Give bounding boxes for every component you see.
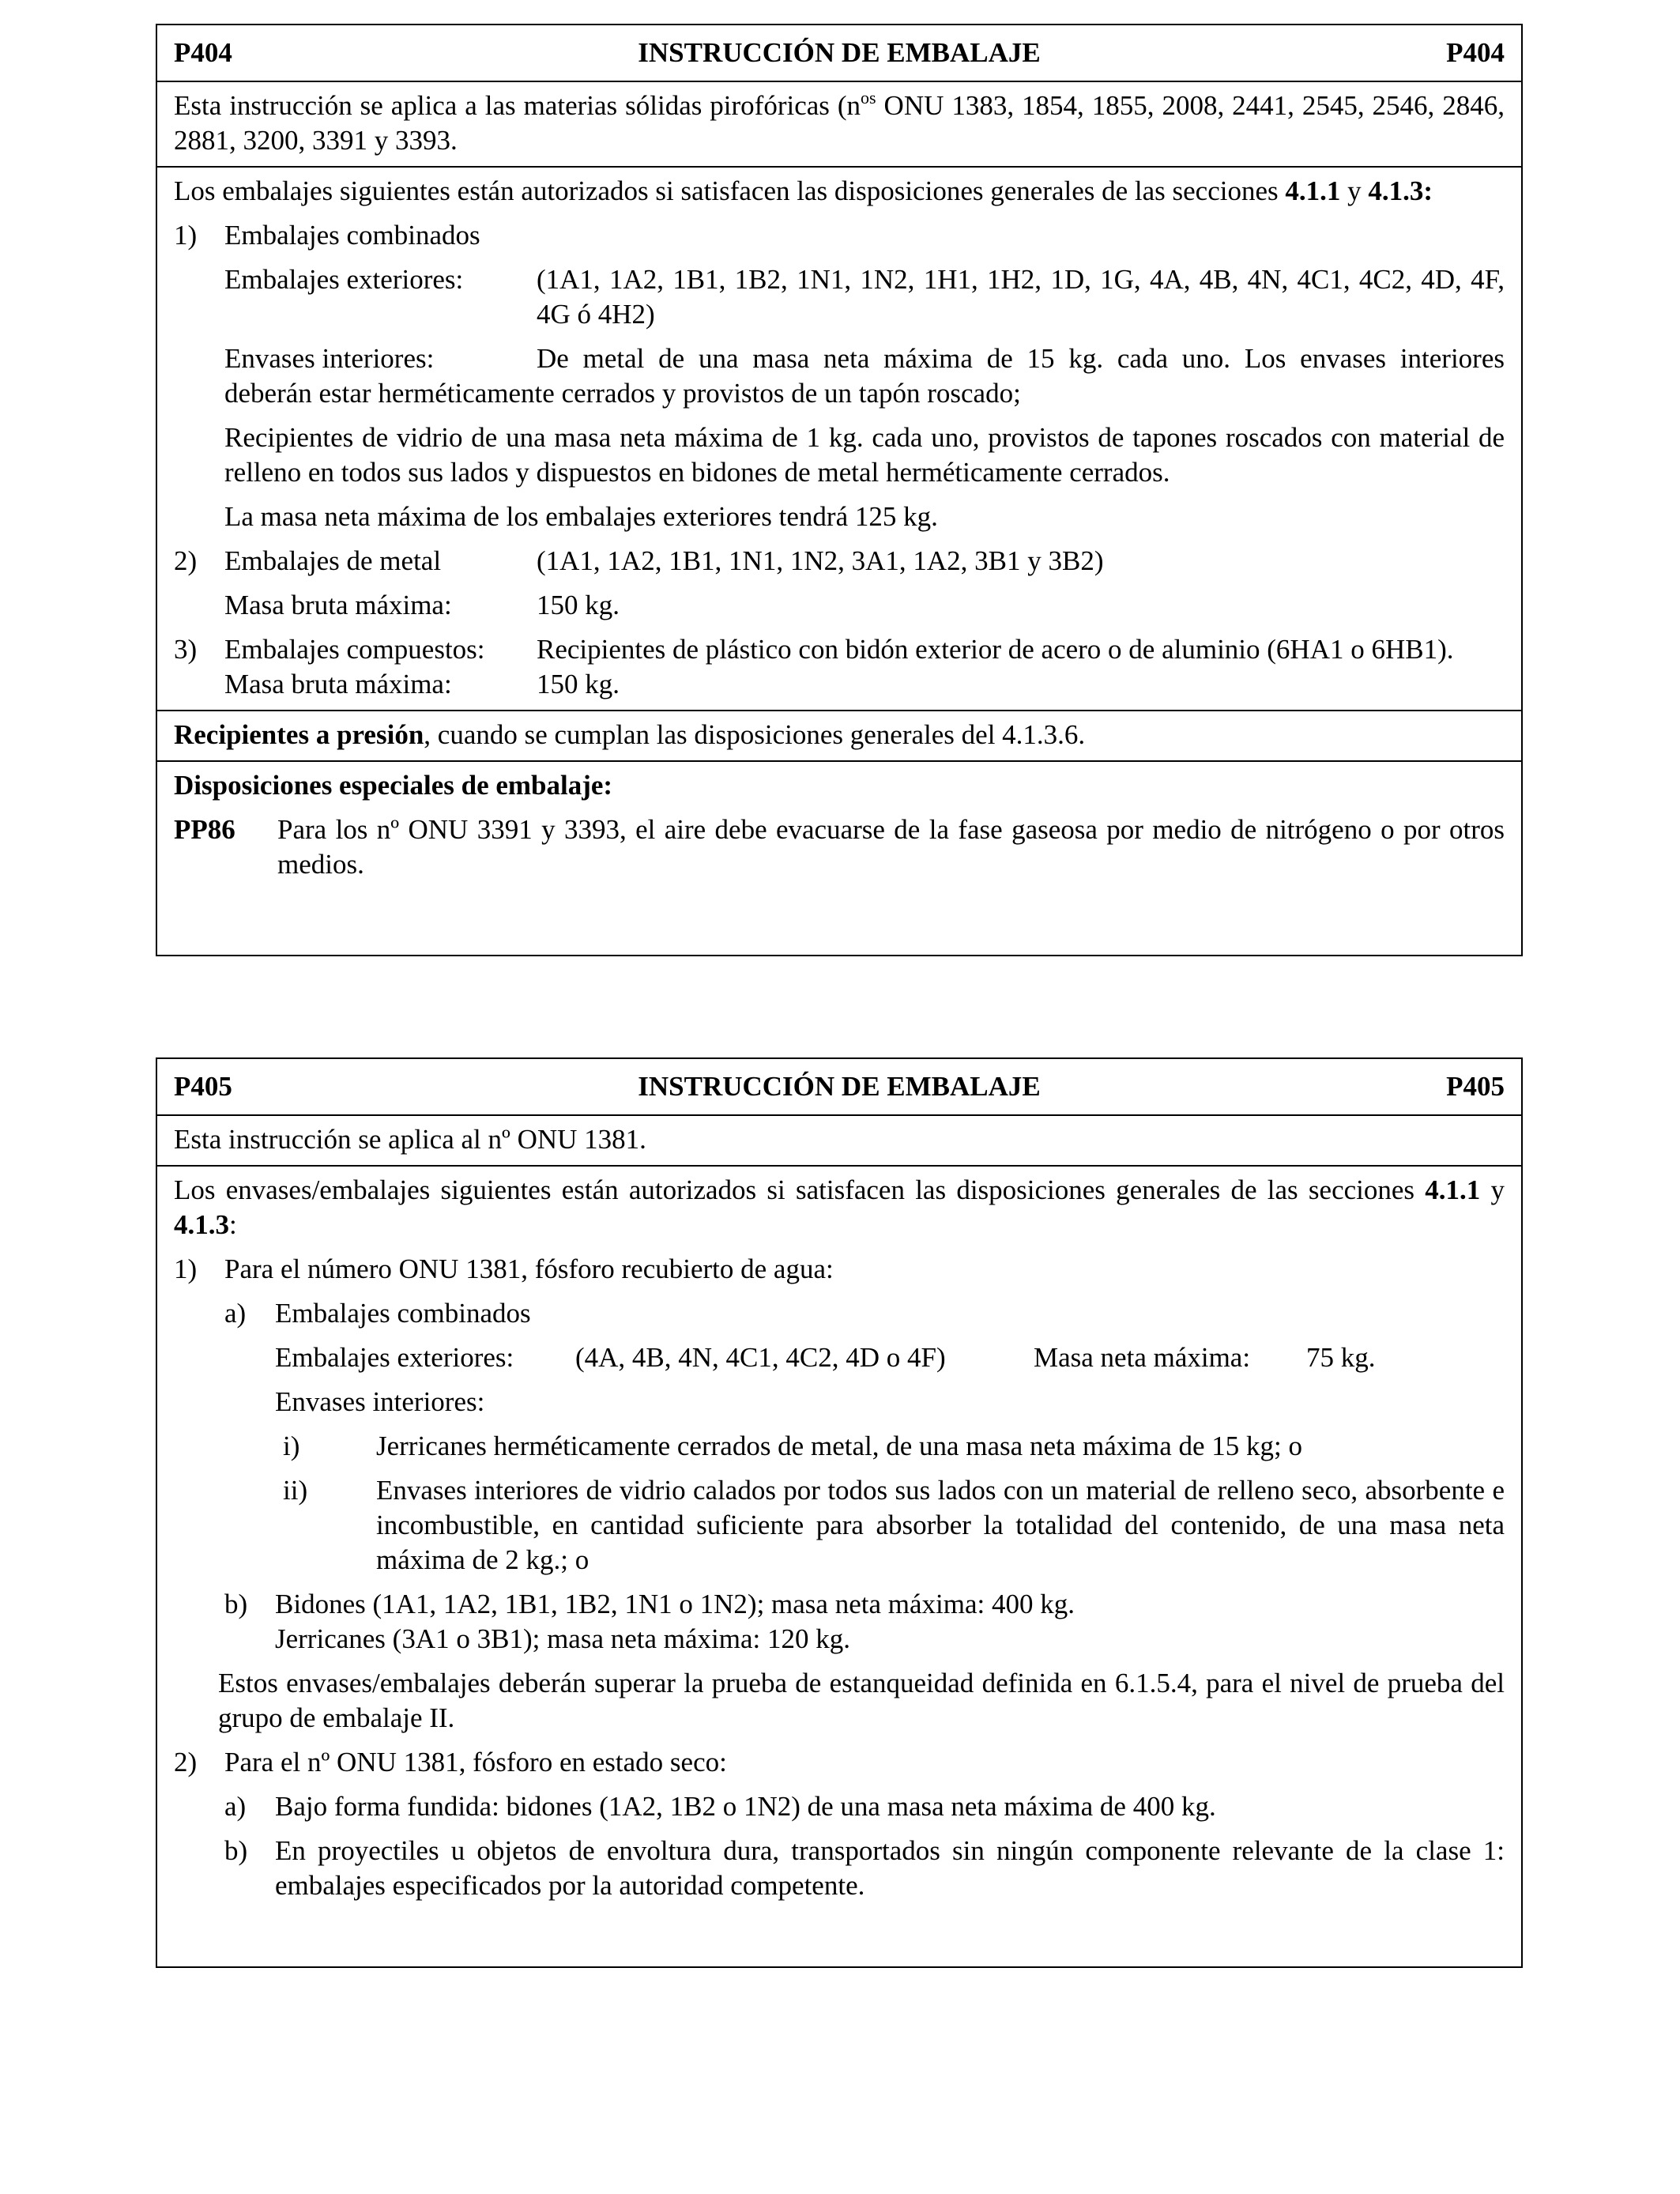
p404-item2-mass-value: 150 kg. [537,590,620,620]
p405-a2-text: Bajo forma fundida: bidones (1A2, 1B2 o 1N2) de una masa neta máxima de 400 kg. [275,1791,1216,1822]
p405-i-label: i) [283,1431,300,1461]
p405-auth-statement [174,1173,1505,1242]
p404-inner-value: De metal de una masa neta máxima de 15 kg. cada uno. Los envases interiores [537,343,1505,374]
p405-item2 [174,1745,1505,1780]
p405-a-text: Embalajes combinados [275,1298,531,1329]
p405-inner-i [174,1429,1505,1464]
p405-b2-text: En proyectiles u objetos de envoltura dura, transportados sin ningún componente relevante de la clase 1: embalajes especificados por la autoridad competente. [275,1835,1505,1901]
p404-code-left: P404 [174,37,232,68]
p404-pp86 [174,812,1505,882]
p404-instruction-box [156,24,1523,956]
p404-pressure-receptacles [157,711,1521,762]
p405-auth-and: y [1480,1174,1505,1205]
p405-b-label: b) [224,1589,248,1619]
p405-b-text1: Bidones (1A1, 1A2, 1B1, 1B2, 1N1 o 1N2); masa neta máxima: 400 kg. [275,1589,1075,1619]
p405-outer-value: (4A, 4B, 4N, 4C1, 4C2, 4D o 4F) [575,1342,946,1373]
p404-item3-label: Embalajes compuestos: [224,634,485,665]
p405-auth-ref1: 4.1.1 [1425,1174,1481,1205]
p404-item3-mass-value: 150 kg. [537,669,620,699]
p404-intro-sup: os [861,88,876,107]
p404-item3-mass-label: Masa bruta máxima: [224,669,452,699]
p404-pp-text: Para los nº ONU 3391 y 3393, el aire debe evacuarse de la fase gaseosa por medio de nitrógeno o por otros medios. [277,814,1505,880]
p404-inner-packagings [174,341,1505,411]
p405-b-text2: Jerricanes (3A1 o 3B1); masa neta máxima: 120 kg. [275,1623,850,1654]
p404-inner-label: Envases interiores: [224,343,435,374]
p405-item2-num: 2) [174,1747,198,1777]
p404-item3 [174,632,1505,702]
p404-title: INSTRUCCIÓN DE EMBALAJE [638,37,1041,68]
p404-glass-receptacles: Recipientes de vidrio de una masa neta máxima de 1 kg. cada uno, provistos de tapones roscados con material de relleno en todos sus lados y dispuestos en bidones de metal herméticamente cerrados. [224,422,1505,488]
p405-b-body [275,1587,1505,1657]
p404-special-provisions [157,762,1521,890]
p405-item2b [174,1834,1505,1903]
p405-ii-label: ii) [283,1475,308,1506]
p404-pp-code: PP86 [174,814,235,845]
p405-inner-label: Envases interiores: [275,1386,485,1417]
p404-auth-and: y [1340,175,1369,206]
p405-item1a [174,1296,1505,1331]
p404-outer-packagings [174,262,1505,332]
p404-item2-value: (1A1, 1A2, 1B1, 1N1, 1N2, 3A1, 1A2, 3B1 y 3B2) [537,545,1104,576]
p405-instruction-box [156,1057,1523,1968]
p405-code-right: P405 [1446,1071,1505,1102]
p405-outer-packagings [174,1340,1505,1375]
p404-item2-label: Embalajes de metal [224,545,442,576]
p404-item2-num: 2) [174,545,198,576]
p405-item1b [174,1587,1505,1657]
p404-intro-a: Esta instrucción se aplica a las materias sólidas pirofóricas (n [174,90,861,121]
p404-authorized-packagings [157,168,1521,711]
p404-auth-ref2: 4.1.3: [1368,175,1433,206]
p405-ii-text: Envases interiores de vidrio calados por todos sus lados con un material de relleno seco, absorbente e incombustible, en cantidad suficiente para absorber la totalidad del contenido, de una masa neta máxima de 2 kg.; o [376,1475,1505,1575]
p404-pressure-text: , cuando se cumplan las disposiciones generales del 4.1.3.6. [424,719,1086,750]
p404-auth-text: Los embalajes siguientes están autorizados si satisfacen las disposiciones generales de las secciones [174,175,1286,206]
p404-scope [157,82,1521,168]
p404-pressure-bold: Recipientes a presión [174,719,424,750]
p404-intro [174,89,1505,158]
p404-item3-num: 3) [174,634,198,665]
p404-auth-ref1: 4.1.1 [1285,175,1341,206]
p405-item2-text: Para el nº ONU 1381, fósforo en estado seco: [224,1747,727,1777]
p404-item2-mass-label: Masa bruta máxima: [224,590,452,620]
p404-special-title: Disposiciones especiales de embalaje: [174,770,613,801]
p404-inner-cont: deberán estar herméticamente cerrados y provistos de un tapón roscado; [224,378,1021,409]
p405-auth-ref2: 4.1.3 [174,1209,229,1240]
p405-outer-label: Embalajes exteriores: [275,1342,514,1373]
p405-outer-mass-label: Masa neta máxima: [1034,1342,1251,1373]
p404-outer-label: Embalajes exteriores: [224,264,464,295]
p405-item1 [174,1252,1505,1287]
p404-item3-label-wrap [174,632,537,667]
p405-scope [157,1116,1521,1167]
p404-max-net-mass: La masa neta máxima de los embalajes exteriores tendrá 125 kg. [224,501,938,532]
p404-item2-label-wrap [174,544,537,579]
p405-b2-label: b) [224,1835,248,1866]
p404-item1-num: 1) [174,220,198,251]
p405-item2a [174,1789,1505,1824]
p405-auth-end: : [229,1209,237,1240]
p405-inner-ii [174,1473,1505,1578]
p405-i-text: Jerricanes herméticamente cerrados de metal, de una masa neta máxima de 15 kg; o [376,1431,1302,1461]
p405-intro: Esta instrucción se aplica al nº ONU 1381. [174,1124,646,1155]
p405-code-left: P405 [174,1071,232,1102]
p405-leak-test: Estos envases/embalajes deberán superar la prueba de estanqueidad definida en 6.1.5.4, para el nivel de prueba del grupo de embalaje II. [218,1668,1505,1733]
p405-auth-text: Los envases/embalajes siguientes están autorizados si satisfacen las disposiciones generales de las secciones [174,1174,1426,1205]
p405-authorized-packagings [157,1167,1521,1911]
p405-a-label: a) [224,1298,247,1329]
p404-code-right: P404 [1446,37,1505,68]
p405-item1-text: Para el número ONU 1381, fósforo recubierto de agua: [224,1253,834,1284]
p404-item3-value: Recipientes de plástico con bidón exterior de acero o de aluminio (6HA1 o 6HB1). [537,634,1454,665]
p404-outer-value: (1A1, 1A2, 1B1, 1B2, 1N1, 1N2, 1H1, 1H2, 1D, 1G, 4A, 4B, 4N, 4C1, 4C2, 4D, 4F, 4G ó 4H2) [537,264,1505,330]
p404-item2 [174,544,1505,623]
p404-auth-statement [174,174,1505,209]
p405-title: INSTRUCCIÓN DE EMBALAJE [638,1071,1041,1102]
p404-header [157,25,1521,82]
p405-a2-label: a) [224,1791,247,1822]
p405-outer-mass-value: 75 kg. [1306,1342,1376,1373]
p405-item1-num: 1) [174,1253,198,1284]
p404-item1-title: Embalajes combinados [224,220,480,251]
p405-header [157,1059,1521,1116]
p404-item1 [174,218,1505,253]
p404-intro-b: ONU 1383, 1854, 1855, 2008, 2441, 2545, 2546, 2846, 2881, 3200, 3391 y 3393. [174,90,1505,156]
